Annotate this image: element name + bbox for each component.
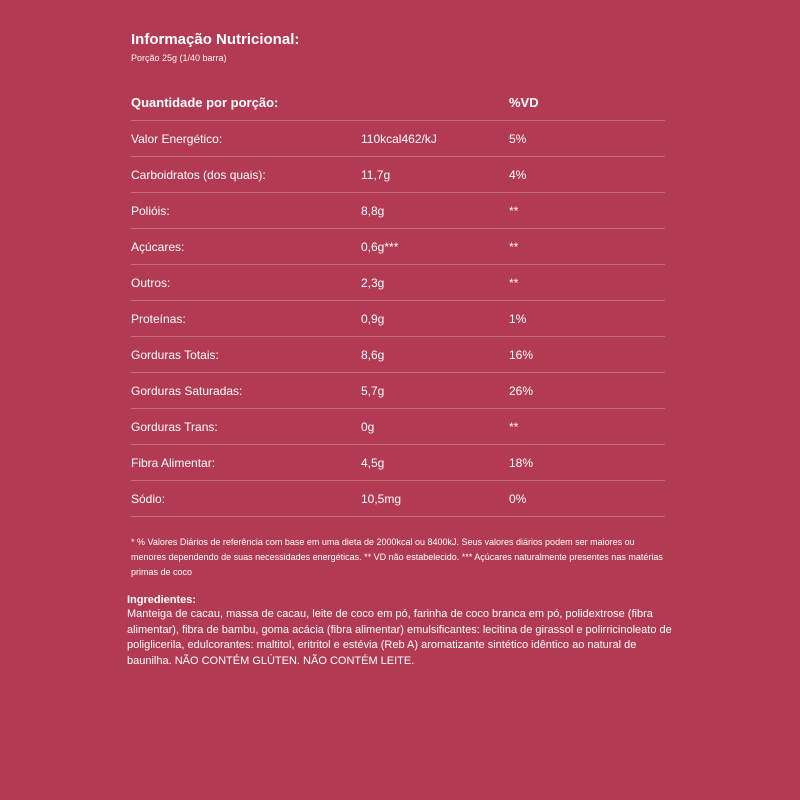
nutrient-vd: 0% (509, 491, 527, 506)
nutrient-amount: 10,5mg (361, 491, 402, 506)
nutrient-amount: 0,9g (361, 311, 385, 326)
nutrient-amount: 8,6g (361, 347, 385, 362)
table-row (131, 445, 665, 481)
nutrient-name: Sódio: (131, 491, 166, 506)
nutrition-panel (131, 30, 665, 580)
nutrient-vd: 26% (509, 383, 534, 398)
nutrient-amount: 5,7g (361, 383, 385, 398)
nutrient-amount: 8,8g (361, 203, 385, 218)
serving-size: Porção 25g (1/40 barra) (131, 53, 227, 63)
nutrient-vd: ** (509, 275, 519, 290)
nutrient-amount: 11,7g (361, 167, 391, 182)
table-row (131, 193, 665, 229)
table-row (131, 265, 665, 301)
nutrient-amount: 2,3g (361, 275, 385, 290)
nutrient-name: Carboidratos (dos quais): (131, 167, 266, 182)
nutrient-name: Outros: (131, 275, 171, 290)
table-row (131, 337, 665, 373)
column-header-quantity: Quantidade por porção: (131, 94, 279, 110)
nutrient-amount: 110kcal462/kJ (361, 131, 437, 146)
nutrient-name: Gorduras Trans: (131, 419, 218, 434)
ingredients-title: Ingredientes: (127, 594, 197, 606)
nutrient-name: Fibra Alimentar: (131, 455, 216, 470)
footnote: * % Valores Diários de referência com base em uma dieta de 2000kcal ou 8400kJ. Seus valores diários podem ser maiores ou menores dependendo de suas necessidades energéticas. ** VD não estabelecido. *** Açúcares naturalmente presentes nas matérias primas de coco (131, 537, 663, 577)
nutrient-name: Gorduras Totais: (131, 347, 219, 362)
nutrient-vd: 16% (509, 347, 534, 362)
nutrient-vd: 4% (509, 167, 527, 182)
table-row (131, 229, 665, 265)
table-header-row (131, 84, 665, 121)
nutrient-name: Polióis: (131, 203, 170, 218)
nutrient-vd: 1% (509, 311, 527, 326)
table-row (131, 373, 665, 409)
nutrient-vd: 5% (509, 131, 527, 146)
nutrient-amount: 4,5g (361, 455, 385, 470)
nutrient-name: Gorduras Saturadas: (131, 383, 243, 398)
nutrient-vd: 18% (509, 455, 534, 470)
nutrient-name: Açúcares: (131, 239, 185, 254)
nutrient-name: Valor Energético: (131, 131, 223, 146)
table-row (131, 157, 665, 193)
table-row (131, 301, 665, 337)
nutrient-vd: ** (509, 239, 519, 254)
table-row (131, 481, 665, 517)
page-title: Informação Nutricional: (131, 31, 300, 48)
nutrient-vd: ** (509, 419, 519, 434)
ingredients-section (127, 593, 672, 669)
nutrient-name: Proteínas: (131, 311, 186, 326)
nutrient-amount: 0,6g*** (361, 239, 399, 254)
nutrient-vd: ** (509, 203, 519, 218)
table-row (131, 409, 665, 445)
ingredients-text: Manteiga de cacau, massa de cacau, leite de coco em pó, farinha de coco branca em pó, polidextrose (fibra alimentar), fibra de bambu, goma acácia (fibra alimentar) emulsificantes: lecitina de girassol e polirricinoleato de poliglicerila, edulcorantes: maltitol, eritritol e estévia (Reb A) aromatizante sintético idêntico ao natural de baunilha. NÃO CONTÉM GLÚTEN. NÃO CONTÉM LEITE. (127, 608, 672, 667)
nutrition-table (131, 84, 665, 517)
nutrient-amount: 0g (361, 419, 375, 434)
column-header-vd: %VD (509, 94, 539, 110)
table-row (131, 121, 665, 157)
